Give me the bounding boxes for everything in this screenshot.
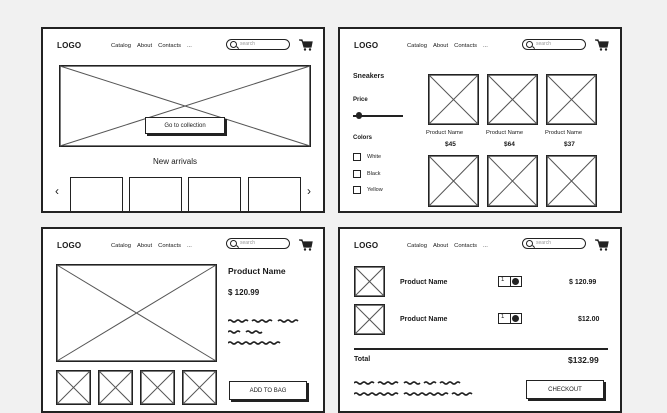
logo[interactable]: LOGO — [354, 41, 379, 50]
search-placeholder: search — [240, 41, 256, 47]
category-title: Sneakers — [353, 73, 385, 80]
product-price: $ 120.99 — [228, 288, 260, 297]
logo[interactable]: LOGO — [57, 41, 82, 50]
nav-more[interactable]: ... — [187, 43, 192, 49]
prev-arrow-icon[interactable]: ‹ — [55, 184, 59, 198]
product-wireframe — [41, 227, 325, 413]
product-thumbnail[interactable] — [182, 370, 217, 405]
color-checkbox-white[interactable] — [353, 153, 361, 161]
search-icon — [230, 41, 237, 48]
cart-icon[interactable] — [595, 239, 609, 251]
nav-contacts[interactable]: Contacts — [158, 43, 182, 49]
cart-item-price: $12.00 — [578, 316, 600, 323]
product-price: $64 — [504, 141, 515, 148]
nav-catalog[interactable]: Catalog — [111, 43, 131, 49]
search-input[interactable] — [522, 238, 586, 249]
search-icon — [526, 41, 533, 48]
product-title: Product Name — [228, 266, 286, 276]
product-thumbnail[interactable] — [98, 370, 133, 405]
cart-icon[interactable] — [299, 39, 313, 51]
quantity-stepper[interactable] — [498, 313, 522, 324]
notes-scribble — [354, 380, 474, 400]
nav-more[interactable]: ... — [483, 243, 488, 249]
product-image-placeholder[interactable] — [428, 155, 479, 207]
search-placeholder: search — [536, 240, 552, 246]
search-input[interactable] — [522, 39, 586, 50]
nav-more[interactable]: ... — [187, 243, 192, 249]
cart-item-name[interactable]: Product Name — [400, 316, 448, 323]
product-price: $45 — [445, 141, 456, 148]
product-image-placeholder[interactable] — [487, 155, 538, 207]
search-input[interactable] — [226, 238, 290, 249]
cart-item-name[interactable]: Product Name — [400, 279, 448, 286]
nav-about[interactable]: About — [136, 243, 153, 249]
color-label: Black — [367, 171, 381, 177]
nav-links — [111, 243, 198, 249]
cart-icon[interactable] — [595, 39, 609, 51]
nav-contacts[interactable]: Contacts — [454, 43, 478, 49]
logo[interactable]: LOGO — [57, 241, 82, 250]
quantity-stepper[interactable] — [498, 276, 522, 287]
quantity-value: 1 — [501, 314, 505, 320]
total-divider — [354, 348, 608, 350]
arrival-card[interactable] — [129, 177, 182, 213]
arrival-card[interactable] — [248, 177, 301, 213]
cart-wireframe — [338, 227, 622, 413]
price-slider-handle[interactable] — [356, 112, 362, 119]
search-placeholder: search — [536, 41, 552, 47]
product-thumbnail[interactable] — [140, 370, 175, 405]
nav-catalog[interactable]: Catalog — [111, 243, 131, 249]
search-icon — [230, 240, 237, 247]
add-to-bag-button[interactable]: ADD TO BAG — [229, 381, 307, 400]
nav-catalog[interactable]: Catalog — [407, 43, 427, 49]
product-image-placeholder[interactable] — [487, 74, 538, 125]
nav-links — [111, 43, 198, 49]
cart-item-price: $ 120.99 — [569, 279, 597, 286]
color-checkbox-yellow[interactable] — [353, 186, 361, 194]
price-slider[interactable] — [353, 115, 403, 117]
catalog-wireframe — [338, 27, 622, 213]
search-input[interactable] — [226, 39, 290, 50]
site-header — [340, 229, 620, 259]
nav-links — [407, 243, 494, 249]
search-placeholder: search — [240, 240, 256, 246]
site-header — [340, 29, 620, 59]
cart-item-image — [354, 304, 385, 335]
site-header — [43, 29, 323, 59]
colors-filter-label: Colors — [353, 135, 373, 141]
new-arrivals-heading: New arrivals — [153, 157, 198, 166]
stepper-arrows-icon[interactable] — [512, 315, 519, 322]
nav-contacts[interactable]: Contacts — [158, 243, 182, 249]
product-thumbnail[interactable] — [56, 370, 91, 405]
nav-about[interactable]: About — [136, 43, 153, 49]
product-image-placeholder[interactable] — [546, 74, 597, 125]
nav-links — [407, 43, 494, 49]
next-arrow-icon[interactable]: › — [307, 184, 311, 198]
color-label: White — [367, 154, 382, 160]
description-scribble — [228, 318, 304, 348]
logo[interactable]: LOGO — [354, 241, 379, 250]
product-image-placeholder[interactable] — [428, 74, 479, 125]
nav-contacts[interactable]: Contacts — [454, 243, 478, 249]
arrival-card[interactable] — [188, 177, 241, 213]
hero-image-placeholder — [59, 65, 311, 147]
checkout-button[interactable]: CHECKOUT — [526, 380, 604, 399]
quantity-value: 1 — [501, 277, 505, 283]
color-checkbox-black[interactable] — [353, 170, 361, 178]
site-header — [43, 229, 323, 259]
home-wireframe — [41, 27, 325, 213]
product-name[interactable]: Product Name — [426, 130, 464, 136]
color-label: Yellow — [367, 187, 383, 193]
go-to-collection-button[interactable]: Go to collection — [145, 117, 225, 134]
nav-about[interactable]: About — [432, 243, 449, 249]
nav-more[interactable]: ... — [483, 43, 488, 49]
total-label: Total — [354, 356, 371, 363]
product-price: $37 — [564, 141, 575, 148]
nav-catalog[interactable]: Catalog — [407, 243, 427, 249]
nav-about[interactable]: About — [432, 43, 449, 49]
total-value: $132.99 — [568, 355, 599, 365]
product-name[interactable]: Product Name — [486, 130, 524, 136]
product-name[interactable]: Product Name — [545, 130, 583, 136]
product-image-placeholder[interactable] — [546, 155, 597, 207]
stepper-arrows-icon[interactable] — [512, 278, 519, 285]
product-main-image-placeholder — [56, 264, 217, 362]
arrival-card[interactable] — [70, 177, 123, 213]
cart-icon[interactable] — [299, 239, 313, 251]
cart-item-image — [354, 266, 385, 297]
price-filter-label: Price — [353, 97, 368, 103]
search-icon — [526, 240, 533, 247]
